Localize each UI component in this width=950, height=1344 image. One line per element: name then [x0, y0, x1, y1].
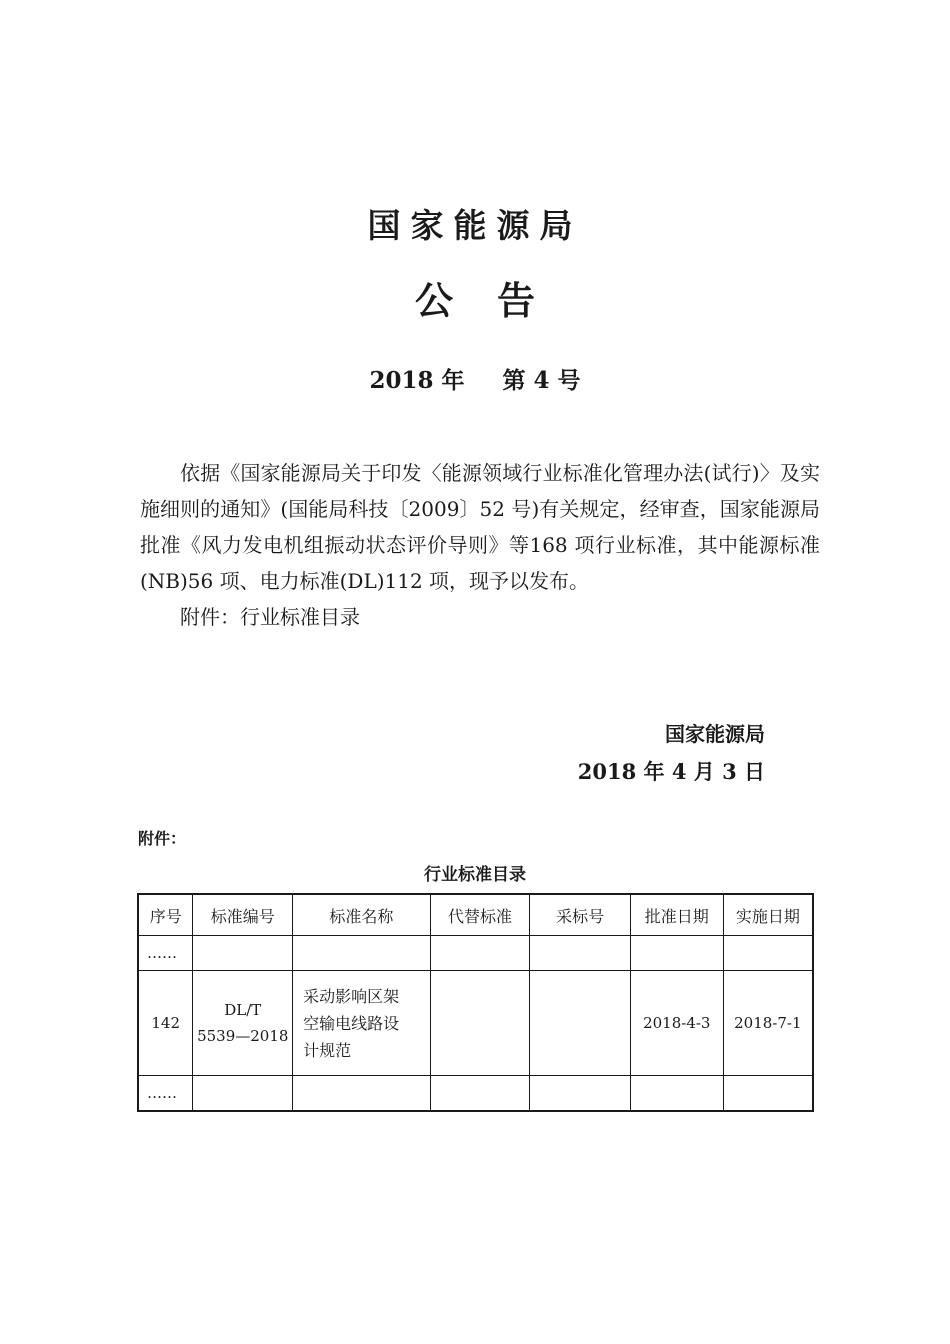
- attachment-label: 附件：: [138, 829, 187, 848]
- row-adopted: [530, 971, 631, 1076]
- signature-date: 2018 年 4 月 3 日: [577, 759, 765, 784]
- table-title: 行业标准目录: [424, 865, 526, 885]
- col-header-code: 标准编号: [193, 894, 293, 936]
- col-header-name: 标准名称: [293, 894, 431, 936]
- notice-title: 公告: [414, 279, 579, 323]
- table-row: [138, 971, 813, 1076]
- col-header-replaces: 代替标准: [430, 894, 530, 936]
- attachment-line: 附件：行业标准目录: [180, 605, 360, 629]
- table-row-ellipsis: [138, 936, 813, 971]
- row-approved: 2018-4-3: [630, 971, 723, 1076]
- row-code-line2: 5539—2018: [197, 1027, 289, 1045]
- row-replaces: [430, 971, 530, 1076]
- body-paragraph: 依据《国家能源局关于印发〈能源领域行业标准化管理办法(试行)〉及实施细则的通知》(国能局科技〔2009〕52 号)有关规定，经审查，国家能源局批准《风力发电机组振动状态评价导则》等168 项行业标准，其中能源标准(NB)56 项、电力标准(DL)112 项，现予以发布。: [140, 461, 820, 593]
- notice-body: [140, 455, 820, 635]
- row-effective: 2018-7-1: [723, 971, 813, 1076]
- table-row-ellipsis: [138, 1076, 813, 1112]
- signature-agency: 国家能源局: [665, 722, 765, 746]
- ellipsis-cell: ……: [138, 1076, 193, 1112]
- row-name-line3: 计规范: [303, 1040, 352, 1060]
- agency-title: 国家能源局: [367, 206, 583, 245]
- table-header-row: [138, 894, 813, 936]
- ellipsis-cell: ……: [138, 936, 193, 971]
- standards-table: [137, 893, 814, 1112]
- issue-year: 2018 年: [369, 367, 465, 394]
- col-header-adopted: 采标号: [530, 894, 631, 936]
- row-name-line2: 空输电线路设: [303, 1013, 400, 1033]
- row-code-line1: DL/T: [224, 1001, 262, 1019]
- row-name-line1: 采动影响区架: [303, 986, 400, 1006]
- issue-number: [0, 362, 950, 395]
- row-name: [293, 971, 431, 1076]
- issue-seq: 第 4 号: [502, 367, 581, 394]
- row-index: 142: [138, 971, 193, 1076]
- col-header-effective: 实施日期: [723, 894, 813, 936]
- col-header-index: 序号: [138, 894, 193, 936]
- col-header-approved: 批准日期: [630, 894, 723, 936]
- row-code: [193, 971, 293, 1076]
